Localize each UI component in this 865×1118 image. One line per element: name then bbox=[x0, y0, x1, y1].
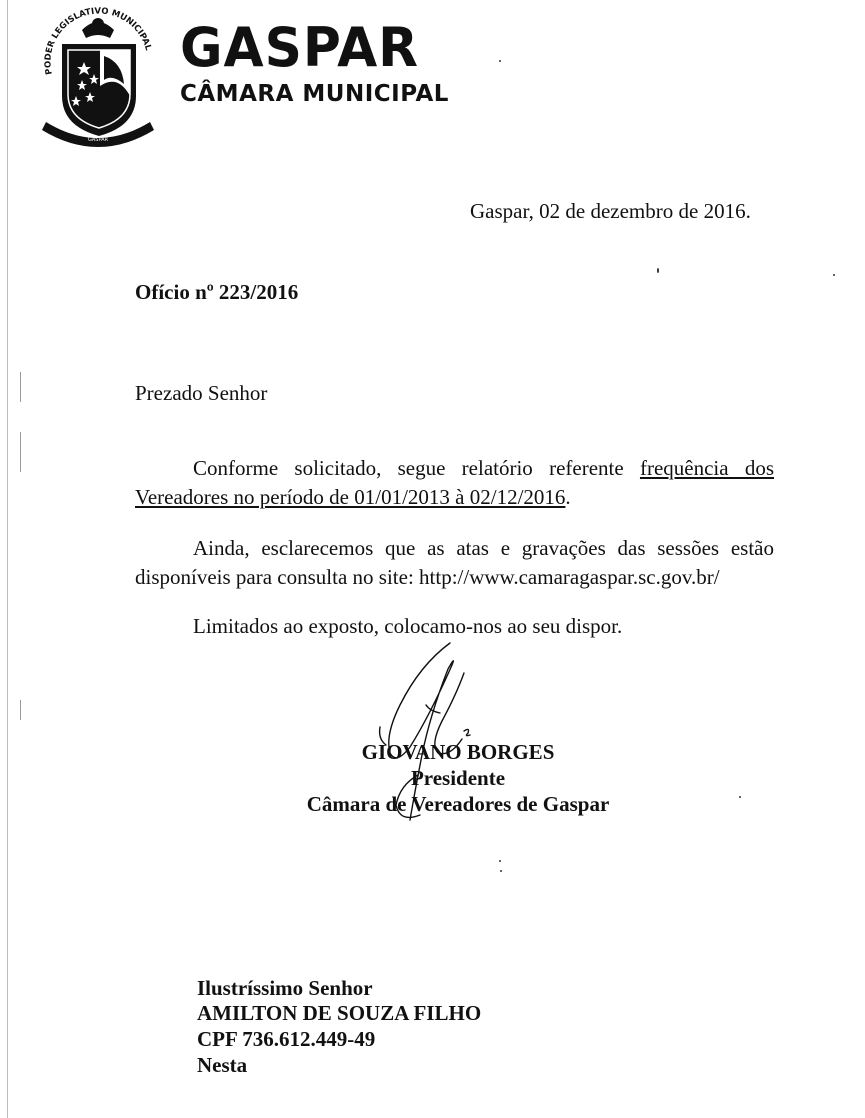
paragraph-text: Limitados ao exposto, colocamo-nos ao seu dispor. bbox=[193, 614, 623, 638]
svg-text:GASPAR: GASPAR bbox=[87, 137, 109, 143]
underlined-text: frequência dos Vereadores no período de 01/01/2013 à 02/12/2016 bbox=[135, 456, 775, 509]
body-paragraph-1 bbox=[135, 454, 774, 512]
paragraph-text: Ainda, esclarecemos que as atas e gravações das sessões estão disponíveis para consulta no site: http://www.camaragaspar.sc.gov.br/ bbox=[135, 536, 774, 589]
recipient-location: Nesta bbox=[197, 1053, 248, 1077]
letterhead-subtitle: CÂMARA MUNICIPAL bbox=[180, 81, 449, 107]
scan-mark bbox=[20, 700, 21, 720]
scan-mark bbox=[20, 372, 21, 402]
paragraph-text: . bbox=[565, 485, 571, 509]
date-line: Gaspar, 02 de dezembro de 2016. bbox=[470, 199, 751, 223]
paragraph-text: Conforme solicitado, segue relatório referente bbox=[193, 456, 640, 480]
body-paragraph-2 bbox=[135, 534, 774, 592]
svg-text:PODER LEGISLATIVO MUNICIPAL: PODER LEGISLATIVO MUNICIPAL bbox=[43, 6, 153, 76]
municipal-seal-logo bbox=[38, 4, 158, 150]
scan-speck bbox=[500, 870, 502, 872]
recipient-salutation: Ilustríssimo Senhor bbox=[197, 976, 373, 1000]
signatory-name: GIOVANO BORGES bbox=[361, 740, 555, 764]
scan-speck bbox=[739, 796, 741, 798]
salutation: Prezado Senhor bbox=[135, 381, 268, 405]
scan-speck bbox=[833, 274, 835, 276]
signatory-role: Presidente bbox=[410, 766, 506, 790]
scan-speck bbox=[499, 860, 501, 862]
scan-edge-line bbox=[7, 0, 8, 1118]
letterhead-title: GASPAR bbox=[180, 16, 420, 79]
scan-mark bbox=[20, 432, 21, 472]
scan-speck bbox=[657, 268, 659, 273]
recipient-cpf: CPF 736.612.449-49 bbox=[197, 1027, 376, 1051]
recipient-name: AMILTON DE SOUZA FILHO bbox=[197, 1001, 482, 1025]
reference-number: Ofício nº 223/2016 bbox=[135, 280, 299, 304]
scan-speck bbox=[499, 60, 501, 62]
signatory-institution: Câmara de Vereadores de Gaspar bbox=[306, 792, 610, 816]
